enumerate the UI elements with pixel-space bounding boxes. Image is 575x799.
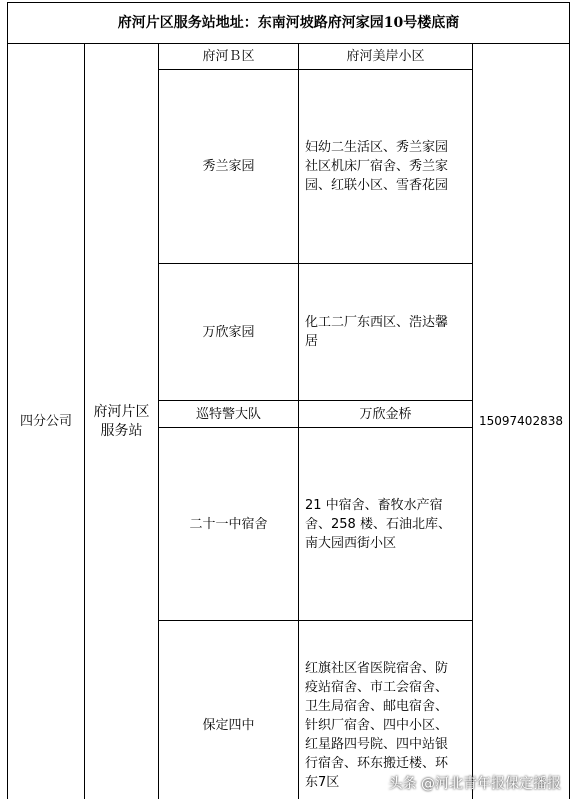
community-name-cell: 府河Ｂ区 xyxy=(202,49,255,64)
community-name-cell: 二十一中宿舍 xyxy=(189,516,268,532)
community-name-cell: 保定四中 xyxy=(202,717,255,733)
community-areas-cell: 化工二厂东西区、浩达馨 居 xyxy=(305,315,449,349)
table-right-border xyxy=(569,2,570,799)
community-areas-cell: 万欣金桥 xyxy=(359,406,412,422)
community-areas-cell: 21 中宿舍、畜牧水产宿 舍、258 楼、石油北库、 南大园西街小区 xyxy=(305,497,451,551)
community-name-cell: 万欣家园 xyxy=(202,324,255,340)
watermark xyxy=(389,773,561,793)
watermark-text: 头条 @河北青年报保定播报 xyxy=(388,776,561,792)
community-areas-cell: 府河美岸小区 xyxy=(346,49,425,64)
station-cell: 府河片区 服务站 xyxy=(93,403,150,439)
phone-cell: 15097402838 xyxy=(479,414,563,428)
community-areas-cell: 红旗社区省医院宿舍、防 疫站宿舍、市工会宿舍、 卫生局宿舍、邮电宿舍、 针织厂宿舍、四中小区、 红星路四号院、四中站银 行宿舍、环东搬迁楼、环 东7区 xyxy=(305,661,449,790)
page-title: 府河片区服务站地址：东南河坡路府河家园10号楼底商 xyxy=(117,14,460,31)
community-name-cell: 秀兰家园 xyxy=(202,159,255,174)
company-cell: 四分公司 xyxy=(19,414,72,429)
community-name-cell: 巡特警大队 xyxy=(195,406,261,422)
community-areas-cell: 妇幼二生活区、秀兰家园 社区机床厂宿舍、秀兰家 园、红联小区、雪香花园 xyxy=(305,140,449,193)
